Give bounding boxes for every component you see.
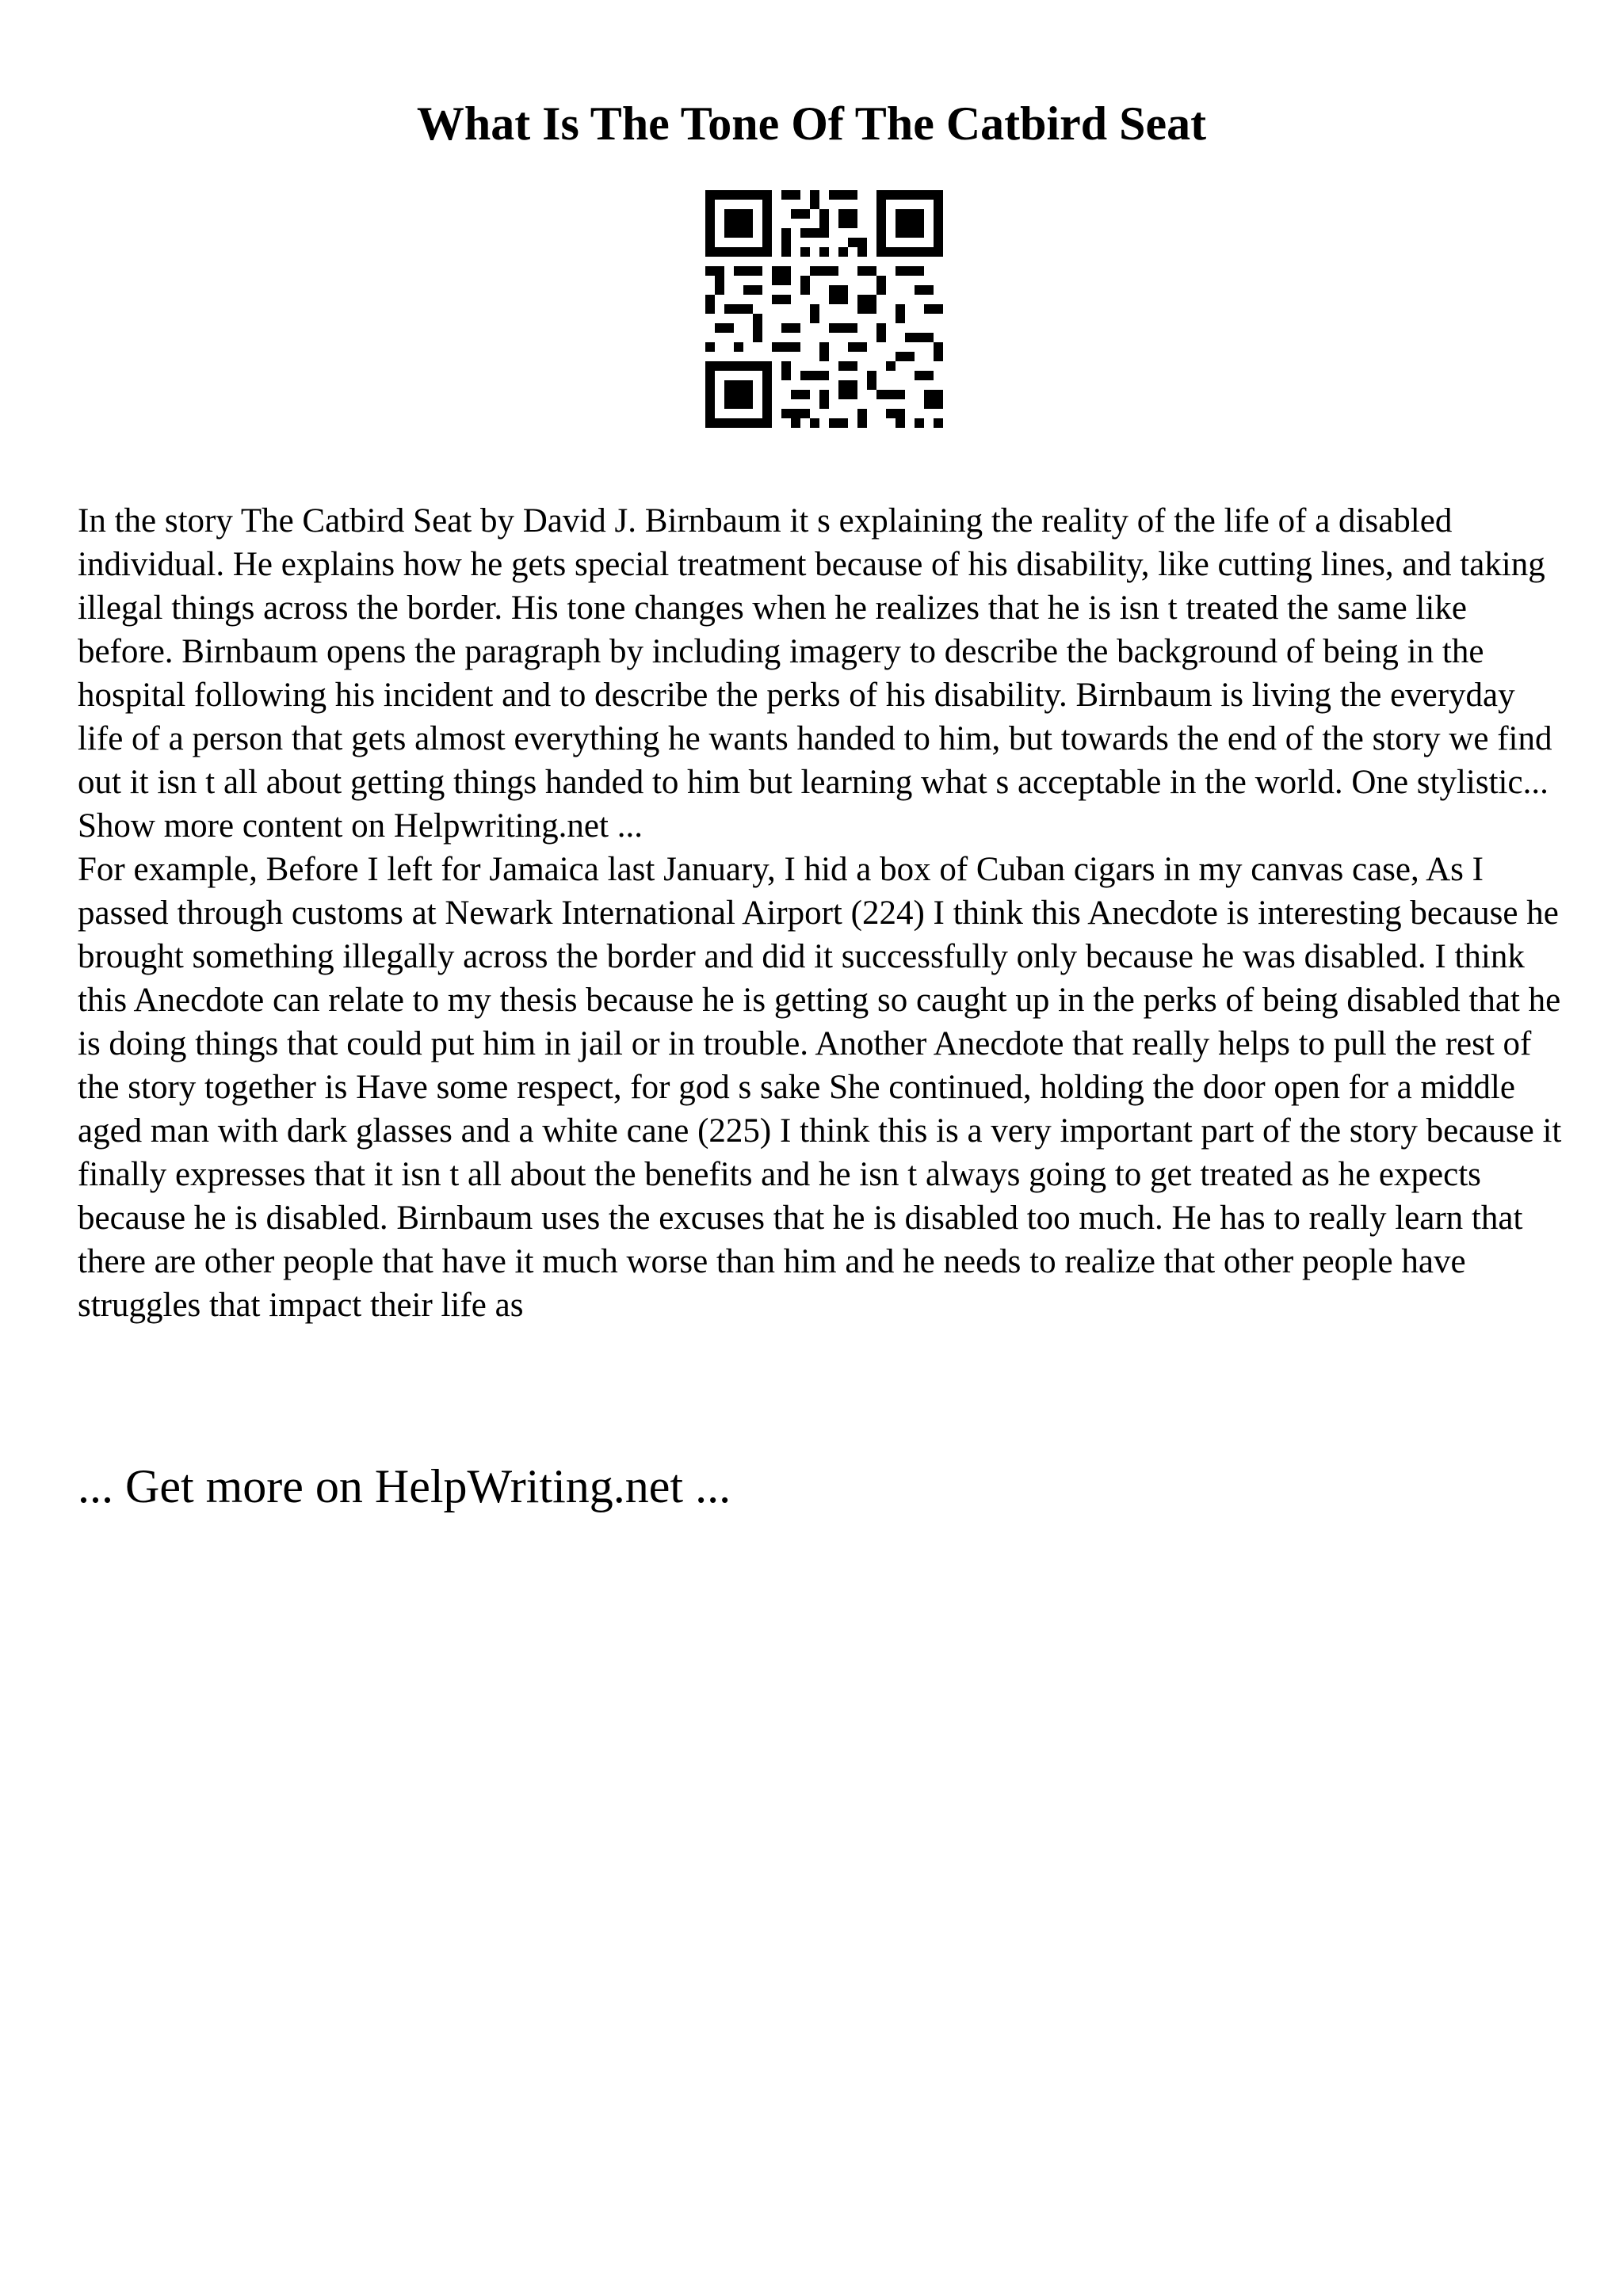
paragraph-2: For example, Before I left for Jamaica last January, I hid a box of Cuban cigars in my canvas case, As I passed through customs at Newark International Airport (224) I think this Anecdote is interesting because he brought something illegally across the border and did it successfully only because he was disabled. I think this Anecdote can relate to my thesis because he is getting so caught up in the perks of being disabled that he is doing things that could put him in jail or in trouble. Another Anecdote that really helps to pull the rest of the story together is Have some respect, for god s sake She continued, holding the door open for a middle aged man with dark glasses and a white cane (225) I think this is a very important part of the story because it finally expresses that it isn t all about the benefits and he isn t always going to get treated as he expects because he is disabled. Birnbaum uses the excuses that he is disabled too much. He has to really learn that there are other people that have it much worse than him and he needs to realize that other people have struggles that impact their life as <box>78 851 1562 1324</box>
page-title: What Is The Tone Of The Catbird Seat <box>416 97 1207 150</box>
paragraph-1: In the story The Catbird Seat by David J. Birnbaum it s explaining the reality of the life of a disabled individual. He explains how he gets special treatment because of his disability, like cutting lines, and taking illegal things across the border. His tone changes when he realizes that he is isn t treated the same like before. Birnbaum opens the paragraph by including imagery to describe the background of being in the hospital following his incident and to describe the perks of his disability. Birnbaum is living the everyday life of a person that gets almost everything he wants handed to him, but towards the end of the story we find out it isn t all about getting things handed to him but learning what s acceptable in the world. One stylistic... Show more content on Helpwriting.net ... <box>78 502 1552 845</box>
article-body <box>78 499 1568 1327</box>
qr-code-icon <box>705 190 943 428</box>
get-more-link[interactable]: ... Get more on HelpWriting.net ... <box>78 1460 731 1512</box>
